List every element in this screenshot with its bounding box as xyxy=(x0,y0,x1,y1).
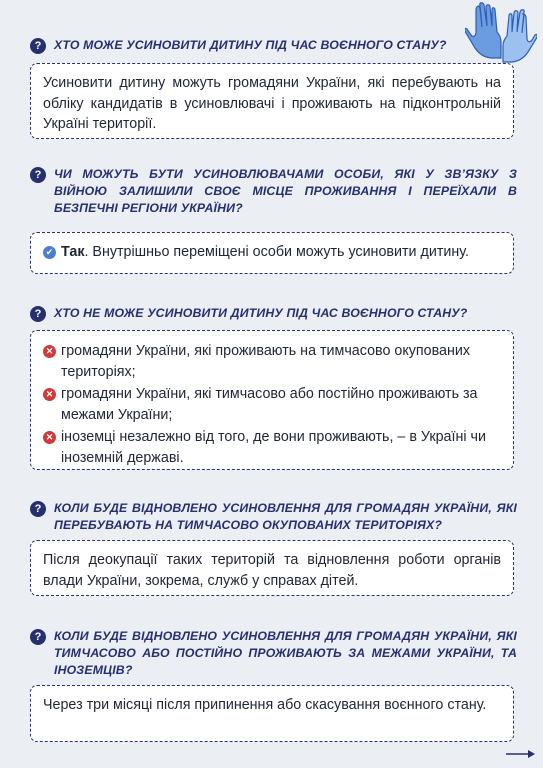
answer-2-text: . Внутрішньо переміщені особи можуть усиновити дитину. xyxy=(84,244,469,260)
question-5 xyxy=(30,628,517,679)
question-1 xyxy=(30,37,517,54)
question-1-text: ХТО МОЖЕ УСИНОВИТИ ДИТИНУ ПІД ЧАС ВОЄННОГО СТАНУ? xyxy=(54,38,447,52)
question-4 xyxy=(30,500,517,534)
answer-2-box xyxy=(30,232,514,274)
answer-2-bold: Так xyxy=(61,244,85,260)
question-2 xyxy=(30,166,517,217)
answer-3-box xyxy=(30,330,514,470)
question-icon: ? xyxy=(30,167,46,183)
list-item xyxy=(43,384,501,425)
cross-icon: ✕ xyxy=(43,431,56,444)
cross-icon: ✕ xyxy=(43,388,56,401)
answer-5-text: Через три місяці після припинення або скасування воєнного стану. xyxy=(43,697,487,713)
list-item-text: громадяни України, які проживають на тимчасово окупованих територіях; xyxy=(61,343,470,380)
question-3-text: ХТО НЕ МОЖЕ УСИНОВИТИ ДИТИНУ ПІД ЧАС ВОЄННОГО СТАНУ? xyxy=(54,306,468,320)
next-arrow-icon[interactable] xyxy=(506,749,536,759)
list-item-text: громадяни України, які тимчасово або постійно проживають за межами України; xyxy=(61,386,478,423)
answer-4-text: Після деокупації таких територій та відновлення роботи органів влади України, зокрема, служб у справах дітей. xyxy=(43,552,501,589)
question-icon: ? xyxy=(30,501,46,517)
cross-icon: ✕ xyxy=(43,345,56,358)
answer-1-text: Усиновити дитину можуть громадяни України, які перебувають на обліку кандидатів в усиновлювачі і проживають на підконтрольній Україні території. xyxy=(43,75,501,132)
answer-5-box xyxy=(30,685,514,742)
list-item-text: іноземці незалежно від того, де вони проживають, – в Україні чи іноземній державі. xyxy=(61,429,486,466)
answer-4-box xyxy=(30,540,514,596)
answer-1-box xyxy=(30,63,514,139)
question-5-text: КОЛИ БУДЕ ВІДНОВЛЕНО УСИНОВЛЕННЯ ДЛЯ ГРОМАДЯН УКРАЇНИ, ЯКІ ТИМЧАСОВО АБО ПОСТІЙНО ПРОЖИВАЮТЬ ЗА МЕЖАМИ УКРАЇНИ, ТА ІНОЗЕМЦІВ? xyxy=(54,629,517,677)
question-2-text: ЧИ МОЖУТЬ БУТИ УСИНОВЛЮВАЧАМИ ОСОБИ, ЯКІ У ЗВ’ЯЗКУ З ВІЙНОЮ ЗАЛИШИЛИ СВОЄ МІСЦЕ ПРОЖИВАННЯ І ПЕРЕЇХАЛИ В БЕЗПЕЧНІ РЕГІОНИ УКРАЇНИ? xyxy=(54,167,517,215)
checkmark-icon: ✔ xyxy=(43,246,56,259)
question-3 xyxy=(30,305,517,322)
question-icon: ? xyxy=(30,306,46,322)
question-4-text: КОЛИ БУДЕ ВІДНОВЛЕНО УСИНОВЛЕННЯ ДЛЯ ГРОМАДЯН УКРАЇНИ, ЯКІ ПЕРЕБУВАЮТЬ НА ТИМЧАСОВО ОКУПОВАНИХ ТЕРИТОРІЯХ? xyxy=(54,501,517,532)
question-icon: ? xyxy=(30,38,46,54)
question-icon: ? xyxy=(30,629,46,645)
list-item xyxy=(43,427,501,468)
hands-icon xyxy=(465,2,537,64)
list-item xyxy=(43,341,501,382)
